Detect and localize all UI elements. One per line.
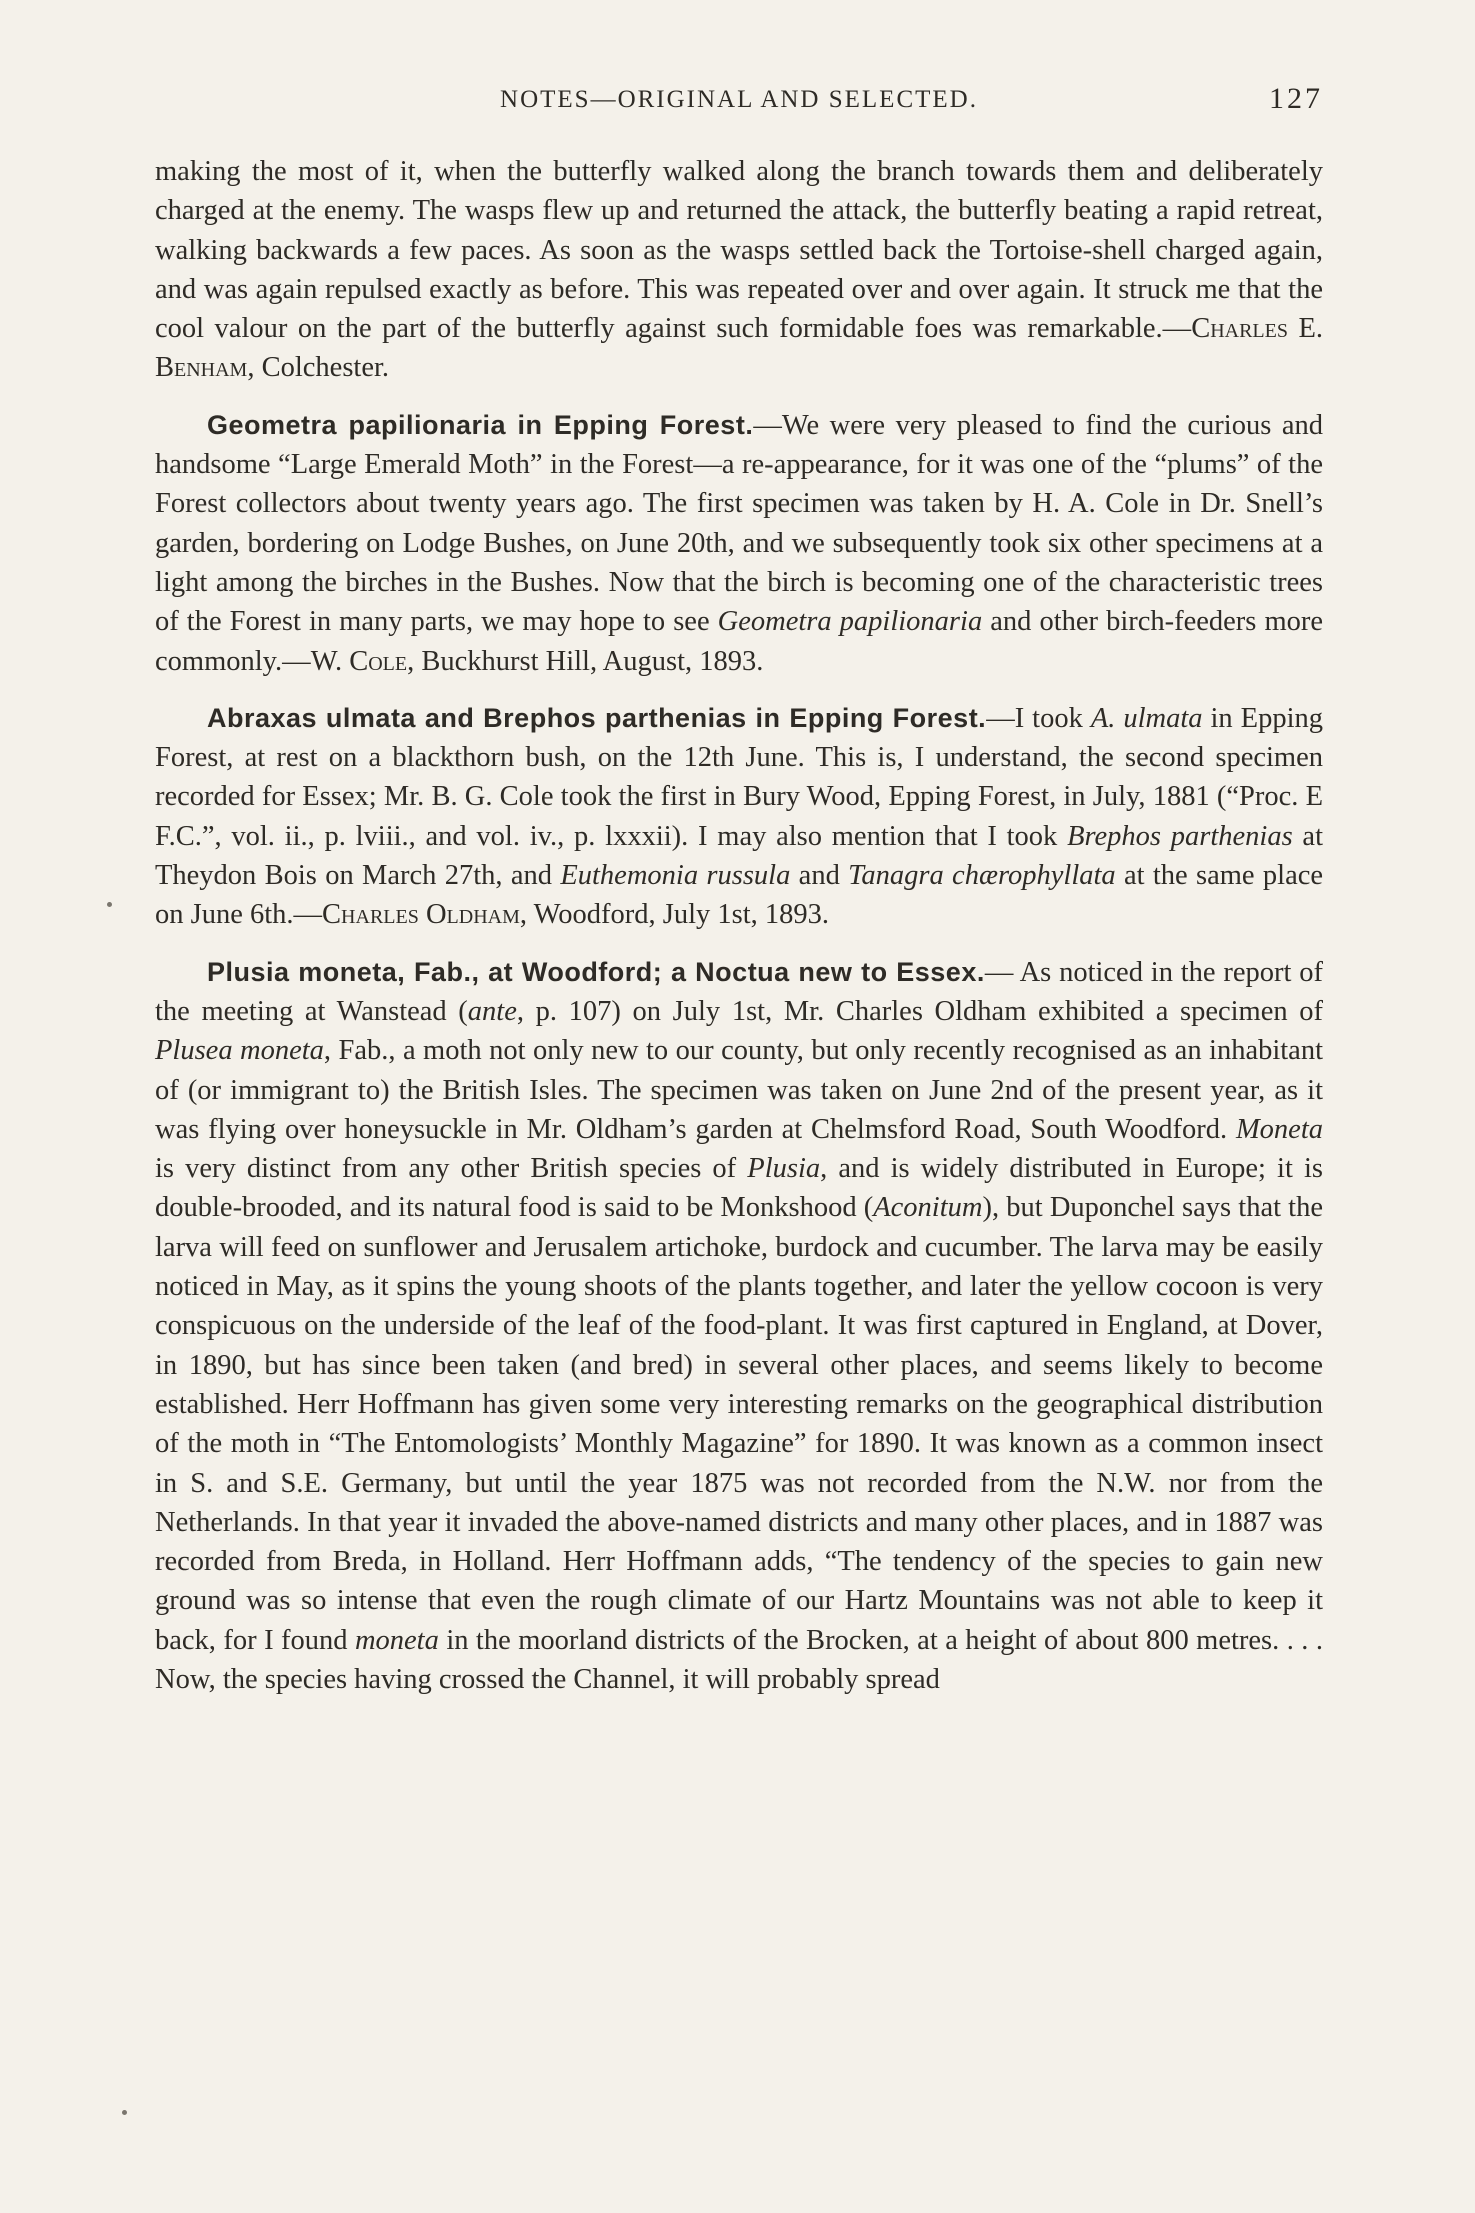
author-place: , Colchester. [247,352,390,384]
paragraph-text: —We were very pleased to find the curious and handsome “Large Emerald Moth” in the Forest—a re-appearance, for it was one of the “plums” of the Forest collectors about twenty years ago. The first specimen was taken by H. A. Cole in Dr. Snell’s garden, bordering on Lodge Bushes, on June 20th, and we subsequently took six other specimens at a light among the birches in the Bushes. Now that the birch is becoming one of the characteristic trees of the Forest in many parts, we may hope to see [155,409,1323,638]
section-heading-geometra: Geometra papilionaria in Epping Forest. [207,409,754,440]
species-name: Plusea moneta [155,1035,324,1067]
species-name: moneta [354,1624,439,1656]
author-name: Charles Oldham [322,899,520,931]
paragraph-text: is very distinct from any other British species of [155,1153,748,1185]
paragraph-wasps-note [155,152,1323,388]
author-name: W. Cole [310,645,408,677]
page-header [155,82,1323,122]
paragraph-text: at Theydon Bois on March 27th, and [155,820,1323,892]
species-name: Moneta [1235,1113,1323,1145]
paragraph-text: and other birch-feeders more commonly.— [155,606,1323,677]
paragraph-text: , Fab., a moth not only new to our county, but only recently recognised as an inhabitant of (or immigrant to) the British Isles. The specimen was taken on June 2nd of the present year, as it was flying over honeysuckle in Mr. Oldham’s garden at Chelmsford Road, South Woodford. [155,1035,1323,1145]
author-place: , Woodford, July 1st, 1893. [519,899,829,931]
margin-speck [122,2110,127,2115]
paragraph-text: and [790,860,849,892]
author-place: , Buckhurst Hill, August, 1893. [407,645,764,677]
paragraph-text: — As noticed in the report of the meeting at Wanstead ( [155,956,1323,1027]
species-name: Geometra papilionaria [717,606,983,638]
section-heading-abraxas: Abraxas ulmata and Brephos parthenias in Epping Forest. [207,702,987,733]
species-name: Brephos parthenias [1067,820,1293,852]
paragraph-text: making the most of it, when the butterfly walked along the branch towards them and deliberately charged at the enemy. The wasps flew up and returned the attack, the butterfly beating a rapid retreat, walking backwards a few paces. As soon as the wasps settled back the Tortoise-shell charged again, and was again repulsed exactly as before. This was repeated over and over again. It struck me that the cool valour on the part of the butterfly against such formidable foes was remarkable.— [155,156,1323,345]
paragraph-text: , and is widely distributed in Europe; it is double-brooded, and its natural food is said to be Monkshood ( [155,1153,1323,1224]
page-number: 127 [1269,82,1323,115]
paragraph-plusia [155,953,1323,1700]
citation-ref: ante [467,995,517,1027]
paragraph-geometra [155,406,1323,681]
paragraph-abraxas [155,699,1323,935]
paragraph-text: at the same place on June 6th.— [155,860,1324,931]
species-name: Aconitum [873,1192,983,1224]
section-heading-plusia: Plusia moneta, Fab., at Woodford; a Noctua new to Essex. [207,956,985,987]
species-name: Euthemonia russula [560,860,791,892]
species-name: Tanagra chærophyllata [848,860,1116,892]
paragraph-text: in Epping Forest, at rest on a blackthorn bush, on the 12th June. This is, I understand, the second specimen recorded for Essex; Mr. B. G. Cole took the first in Bury Wood, Epping Forest, in July, 1881 (“Proc. E F.C.”, vol. ii., p. lviii., and vol. iv., p. lxxxii). I may also mention that I took [155,702,1324,852]
paragraph-text: in the moorland districts of the Brocken, at a height of about 800 metres. . . . Now, the species having crossed the Channel, it will probably spread [155,1624,1323,1695]
author-name: Charles E. Benham [155,313,1324,384]
paragraph-text: , p. 107) on July 1st, Mr. Charles Oldham exhibited a specimen of [516,995,1323,1027]
margin-speck [107,902,112,907]
species-name: A. ulmata [1090,702,1203,734]
paragraph-text: —I took [986,702,1091,734]
paragraph-text: ), but Duponchel says that the larva will feed on sunflower and Jerusalem artichoke, burdock and cucumber. The larva may be easily noticed in May, as it spins the young shoots of the plants together, and later the yellow cocoon is very conspicuous on the underside of the leaf of the food-plant. It was first captured in England, at Dover, in 1890, but has since been taken (and bred) in several other places, and seems likely to become established. Herr Hoffmann has given some very interesting remarks on the geographical distribution of the moth in “The Entomologists’ Monthly Magazine” for 1890. It was known as a common insect in S. and S.E. Germany, but until the year 1875 was not recorded from the N.W. nor from the Netherlands. In that year it invaded the above-named districts and many other places, and in 1887 was recorded from Breda, in Holland. Herr Hoffmann adds, “The tendency of the species to gain new ground was so intense that even the rough climate of our Hartz Mountains was not able to keep it back, for I found [155,1192,1323,1656]
article-body [155,152,1323,1699]
species-name: Plusia [747,1153,821,1185]
running-head: NOTES—ORIGINAL AND SELECTED. [500,86,978,113]
